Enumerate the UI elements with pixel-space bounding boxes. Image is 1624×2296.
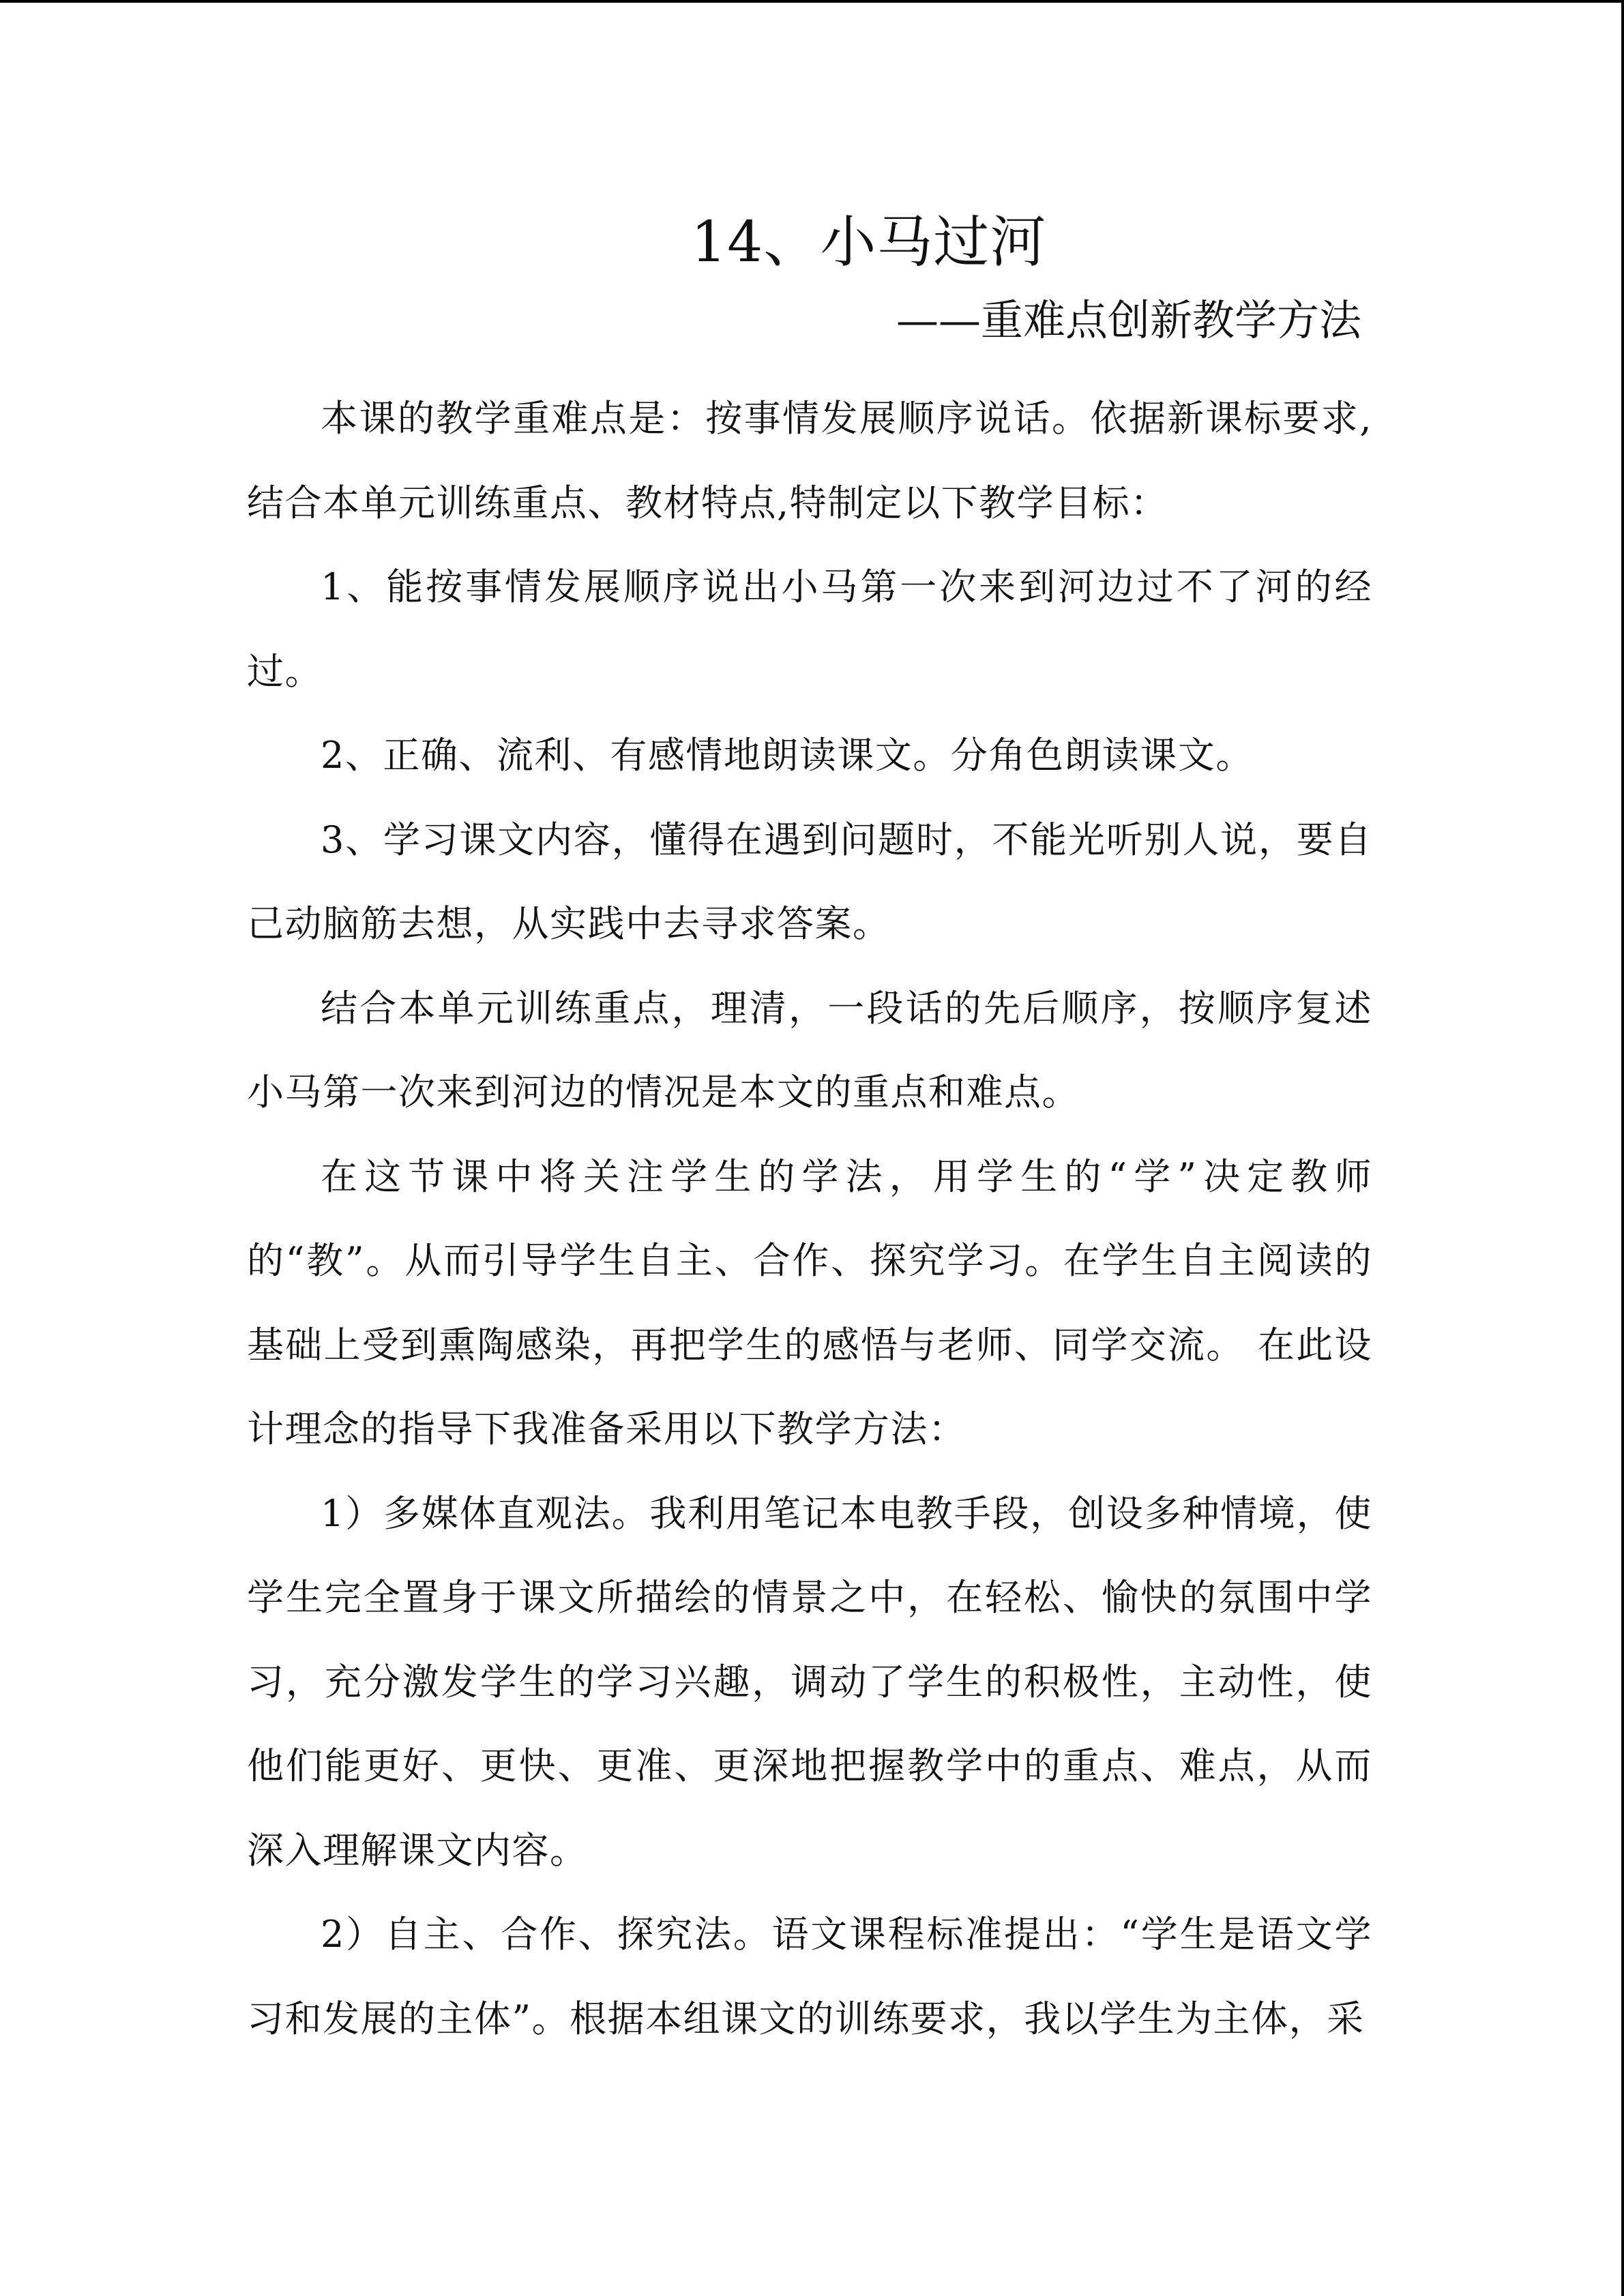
paragraph-intro: 本课的教学重难点是：按事情发展顺序说话。依据新课标要求,结合本单元训练重点、教材特点,特制定以下教学目标： <box>247 397 1372 524</box>
paragraph-key-points: 结合本单元训练重点，理清，一段话的先后顺序，按顺序复述小马第一次来到河边的情况是本文的重点和难点。 <box>247 986 1372 1114</box>
document-subtitle: ——重难点创新教学方法 <box>896 295 1361 345</box>
paragraph-design-concept: 在这节课中将关注学生的学法，用学生的“学”决定教师的“教”。从而引导学生自主、合作、探究学习。在学生自主阅读的基础上受到熏陶感染，再把学生的感悟与老师、同学交流。 在此设计理念的指导下我准备采用以下教学方法： <box>247 1154 1372 1450</box>
page-top-border <box>0 0 1624 3</box>
paragraph-method-1: 1）多媒体直观法。我利用笔记本电教手段，创设多种情境，使学生完全置身于课文所描绘的情景之中，在轻松、愉快的氛围中学习，充分激发学生的学习兴趣，调动了学生的积极性，主动性，使他们能更好、更快、更准、更深地把握教学中的重点、难点，从而深入理解课文内容。 <box>247 1491 1372 1872</box>
paragraph-goal-2: 2、正确、流利、有感情地朗读课文。分角色朗读课文。 <box>321 734 1254 777</box>
page-right-border <box>1621 0 1624 2296</box>
paragraph-goal-3: 3、学习课文内容，懂得在遇到问题时，不能光听别人说，要自己动脑筋去想，从实践中去寻求答案。 <box>247 818 1372 945</box>
document-title: 14、小马过河 <box>691 210 1047 275</box>
paragraph-method-2: 2）自主、合作、探究法。语文课程标准提出：“学生是语文学习和发展的主体”。根据本组课文的训练要求，我以学生为主体，采 <box>247 1913 1372 2040</box>
document-body <box>247 376 1372 2061</box>
paragraph-goal-1: 1、能按事情发展顺序说出小马第一次来到河边过不了河的经过。 <box>247 565 1372 693</box>
